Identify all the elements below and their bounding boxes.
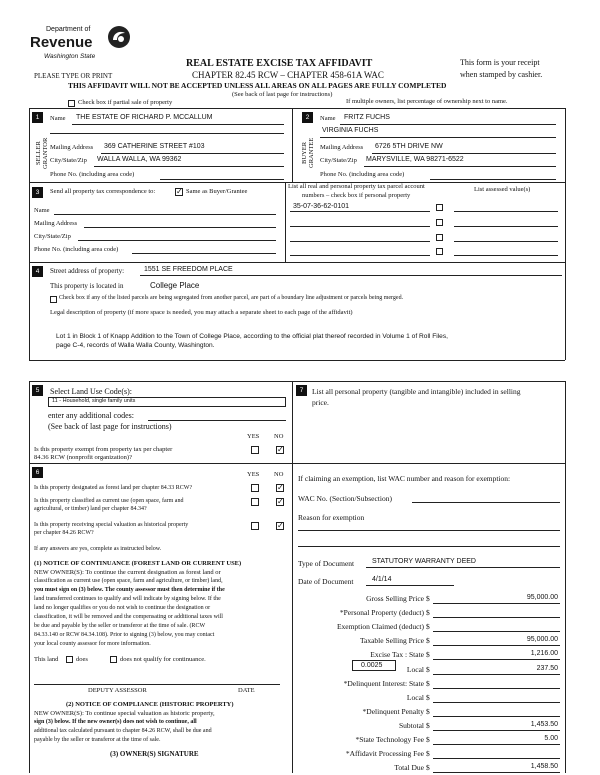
buyer-mailing-label: Mailing Address <box>320 144 364 151</box>
tax-row <box>300 622 562 634</box>
document-type-value[interactable]: STATUTORY WARRANTY DEED <box>372 558 476 565</box>
historic-no-checkbox[interactable]: ✓ <box>277 521 284 530</box>
current-use-question-2: agricultural, or timber) land per chapter 84.34? <box>34 506 147 512</box>
personal-property-label-2: price. <box>312 398 329 407</box>
additional-codes-label: enter any additional codes: <box>48 411 134 420</box>
parcel-number-value[interactable]: 35-07-36-62-0101 <box>293 203 350 210</box>
land-use-label: Select Land Use Code(s): <box>50 387 132 396</box>
seller-grantor-label: SELLER GRANTOR <box>35 137 49 169</box>
assessed-header: List assessed value(s) <box>474 186 531 193</box>
tax-row-label: Total Due <box>394 763 424 773</box>
logo-state-text: Washington State <box>44 53 96 60</box>
street-address-label: Street address of property: <box>50 267 125 275</box>
multiple-owners-note: If multiple owners, list percentage of ownership next to name. <box>346 98 508 105</box>
document-type-label: Type of Document <box>298 559 355 568</box>
continuance-line-2: classification as current use (open space, farm and agriculture, or timber) land, <box>34 578 223 584</box>
section-2-badge: 2 <box>302 112 313 123</box>
section-7-badge: 7 <box>296 385 307 396</box>
tax-row-label: Local <box>406 692 424 702</box>
parcel-2-personal-checkbox[interactable] <box>436 219 443 226</box>
form-title: REAL ESTATE EXCISE TAX AFFIDAVIT <box>186 58 373 69</box>
current-use-no-checkbox[interactable]: ✓ <box>277 497 284 506</box>
corr-mailing-label: Mailing Address <box>34 220 78 227</box>
tax-row-value[interactable]: 5.00 <box>544 735 558 742</box>
partial-sale-checkbox[interactable] <box>68 100 75 107</box>
s6-no-header: NO <box>274 471 284 478</box>
assessor-date-label: DATE <box>238 687 255 694</box>
buyer-name-label: Name <box>320 115 336 122</box>
section-1-badge: 1 <box>32 112 43 123</box>
currency-symbol: $ <box>426 720 430 730</box>
same-as-buyer-checkbox[interactable]: ✓ <box>176 187 183 196</box>
warning-banner: THIS AFFIDAVIT WILL NOT BE ACCEPTED UNLESS ALL AREAS ON ALL PAGES ARE FULLY COMPLETED <box>68 81 447 90</box>
section-4-badge: 4 <box>32 266 43 277</box>
tax-row-label: Excise Tax : State <box>370 650 424 660</box>
seller-mailing-value[interactable]: 369 CATHERINE STREET #103 <box>104 143 205 150</box>
see-back-note: (See back of last page for instructions) <box>232 91 333 98</box>
parcel-1-personal-checkbox[interactable] <box>436 204 443 211</box>
exempt-question-1: Is this property exempt from property tax per chapter <box>34 446 173 453</box>
if-yes-instruction: If any answers are yes, complete as instructed below. <box>34 546 162 552</box>
buyer-name-value-2[interactable]: VIRGINIA FUCHS <box>322 127 379 134</box>
land-use-value: 11 - Household, single family units <box>52 398 136 404</box>
currency-symbol: $ <box>426 664 430 674</box>
tax-row <box>300 594 562 606</box>
tax-row-label: Taxable Selling Price <box>359 636 424 646</box>
personal-property-label-1: List all personal property (tangible and intangible) included in selling <box>312 387 521 396</box>
tax-row <box>300 721 562 733</box>
continuance-line-3: you must sign on (3) below. The county assessor must then determine if the <box>34 587 225 593</box>
section-6-badge: 6 <box>32 467 43 478</box>
forest-no-checkbox[interactable]: ✓ <box>277 483 284 492</box>
currency-symbol: $ <box>426 608 430 618</box>
logo-name-text: Revenue <box>30 34 93 51</box>
receipt-note-2: when stamped by cashier. <box>460 70 543 79</box>
buyer-city-value[interactable]: MARYSVILLE, WA 98271-6522 <box>366 156 464 163</box>
tax-row <box>300 763 562 775</box>
seller-city-value[interactable]: WALLA WALLA, WA 99362 <box>97 156 182 163</box>
historic-yes-checkbox[interactable] <box>251 522 259 530</box>
historic-question-2: per chapter 84.26 RCW? <box>34 530 94 536</box>
exempt-yes-checkbox[interactable] <box>251 446 259 454</box>
tax-row-label: *State Technology Fee <box>355 735 424 744</box>
land-use-select[interactable] <box>48 397 286 407</box>
legal-description-label: Legal description of property (if more space is needed, you may attach a separate sheet to each page of the affidavit) <box>50 309 353 316</box>
seller-name-value[interactable]: THE ESTATE OF RICHARD P. MCCALLUM <box>76 114 213 121</box>
continuance-line-7: be due and payable by the seller or transferor at the time of sale. (RCW <box>34 623 206 629</box>
current-use-question-1: Is this property classified as current use (open space, farm and <box>34 498 184 504</box>
buyer-mailing-value[interactable]: 6726 5TH DRIVE NW <box>375 143 443 150</box>
seller-name-label: Name <box>50 115 66 122</box>
compliance-line-2: sign (3) below. If the new owner(s) does not wish to continue, all <box>34 719 197 725</box>
currency-symbol: $ <box>426 678 430 688</box>
buyer-name-value[interactable]: FRITZ FUCHS <box>344 114 390 121</box>
please-type: PLEASE TYPE OR PRINT <box>34 72 113 80</box>
located-in-value[interactable]: College Place <box>150 281 200 290</box>
tax-row <box>300 608 562 620</box>
currency-symbol: $ <box>426 735 430 744</box>
historic-question-1: Is this property receiving special valuation as historical property <box>34 522 189 528</box>
compliance-title: (2) NOTICE OF COMPLIANCE (HISTORIC PROPERTY) <box>66 701 234 708</box>
buyer-grantee-label: BUYER GRANTEE <box>301 137 315 169</box>
land-does-label: does <box>76 656 88 663</box>
currency-symbol: $ <box>426 692 430 702</box>
currency-symbol: $ <box>426 594 430 603</box>
exempt-question-2: 84.36 RCW (nonprofit organization)? <box>34 454 132 461</box>
continuance-line-6: classification, it will be removed and the compensating or additional taxes will <box>34 614 223 620</box>
tax-row <box>300 636 562 648</box>
continuance-line-9: your local county assessor for more information. <box>34 641 151 647</box>
tax-row-label: Exemption Claimed (deduct) <box>336 622 424 632</box>
continuance-line-1: NEW OWNER(S): To continue the current designation as forest land or <box>34 569 221 576</box>
seller-phone-label: Phone No. (including area code) <box>50 171 135 178</box>
tax-row-label: *Personal Property (deduct) <box>339 608 424 618</box>
tax-row-value[interactable]: 1,458.50 <box>530 763 558 771</box>
tax-row-value[interactable]: 237.50 <box>536 664 558 672</box>
located-in-label: This property is located in <box>50 282 124 290</box>
tax-row-label: *Delinquent Penalty <box>362 706 424 716</box>
corr-name-label: Name <box>34 207 50 214</box>
exempt-no-header: NO <box>274 433 284 440</box>
currency-symbol: $ <box>426 749 430 759</box>
tax-row-label: Subtotal <box>398 720 424 730</box>
receipt-note-1: This form is your receipt <box>460 58 540 67</box>
document-date-label: Date of Document <box>298 577 354 586</box>
continuance-line-5: land no longer qualifies or you do not wish to continue the designation or <box>34 605 211 611</box>
exemption-reason-label: Reason for exemption <box>298 513 365 522</box>
land-does-checkbox[interactable] <box>66 656 73 663</box>
same-as-buyer-label: Same as Buyer/Grantee <box>186 188 248 195</box>
wac-number-label: WAC No. (Section/Subsection) <box>298 494 392 503</box>
land-does-not-checkbox[interactable] <box>110 656 117 663</box>
compliance-line-3: additional tax calculated pursuant to chapter 84.26 RCW, shall be due and <box>34 728 212 734</box>
tax-row-label: Local <box>406 664 424 674</box>
tax-row <box>300 749 562 761</box>
form-chapter: CHAPTER 82.45 RCW – CHAPTER 458-61A WAC <box>192 70 384 80</box>
section-5-badge: 5 <box>32 385 43 396</box>
parcel-3-personal-checkbox[interactable] <box>436 234 443 241</box>
tax-row-value[interactable]: 95,000.00 <box>526 636 558 644</box>
tax-row-label: *Delinquent Interest: State <box>343 678 424 688</box>
segregated-checkbox[interactable] <box>50 296 57 303</box>
forest-yes-checkbox[interactable] <box>251 484 259 492</box>
tax-row <box>300 665 562 677</box>
parcel-4-personal-checkbox[interactable] <box>436 248 443 255</box>
currency-symbol: $ <box>426 650 430 660</box>
logo-dept-text: Department of <box>46 26 91 33</box>
seller-city-label: City/State/Zip <box>50 157 87 164</box>
owner-signature-title: (3) OWNER(S) SIGNATURE <box>110 750 199 758</box>
currency-symbol: $ <box>426 636 430 646</box>
currency-symbol: $ <box>426 763 430 773</box>
exemption-claim-label: If claiming an exemption, list WAC number and reason for exemption: <box>298 474 511 483</box>
segregated-label: Check box if any of the listed parcels are being segregated from another parcel, are part of a boundary line adjustment or parcels being merged. <box>59 295 404 301</box>
currency-symbol: $ <box>426 706 430 716</box>
forest-land-question: Is this property designated as forest land per chapter 84.33 RCW? <box>34 485 193 491</box>
compliance-line-4: payable by the seller or transferor at the time of sale. <box>34 737 161 743</box>
parcel-header-1: List all real and personal property tax parcel account <box>288 183 425 190</box>
currency-symbol: $ <box>426 622 430 632</box>
continuance-line-8: 84.33.140 or RCW 84.34.108). Prior to signing (3) below, you may contact <box>34 632 215 638</box>
tax-row <box>300 735 562 747</box>
tax-row-value[interactable]: 1,453.50 <box>530 720 558 728</box>
legal-description-1[interactable]: Lot 1 in Block 1 of Knapp Addition to the Town of College Place, according to the official plat thereof recorded in Volume 1 of Roll Files, <box>56 333 448 340</box>
land-use-see-back: (See back of last page for instructions) <box>48 422 172 431</box>
tax-row-value[interactable]: 1,216.00 <box>530 650 558 658</box>
land-does-not-label: does not qualify for continuance. <box>120 656 206 663</box>
parcel-header-2: numbers – check box if personal property <box>302 192 411 199</box>
buyer-phone-label: Phone No. (including area code) <box>320 171 405 178</box>
tax-row <box>300 693 562 705</box>
tax-row <box>300 679 562 691</box>
local-rate-value: 0.0025 <box>361 662 383 669</box>
dor-logo <box>20 14 140 66</box>
s6-yes-header: YES <box>247 471 260 478</box>
buyer-city-label: City/State/Zip <box>320 157 357 164</box>
corr-city-label: City/State/Zip <box>34 233 71 240</box>
deputy-assessor-label: DEPUTY ASSESSOR <box>88 687 147 694</box>
exempt-no-checkbox[interactable]: ✓ <box>277 445 284 454</box>
this-land-label: This land <box>34 656 59 663</box>
seller-mailing-label: Mailing Address <box>50 144 94 151</box>
section-3-badge: 3 <box>32 187 43 198</box>
continuance-line-4: land transferred continues to qualify and will indicate by signing below. If the <box>34 596 221 602</box>
exempt-yes-header: YES <box>247 433 260 440</box>
tax-row-value[interactable]: 95,000.00 <box>526 594 558 601</box>
partial-sale-label: Check box if partial sale of property <box>78 99 173 106</box>
tax-row <box>300 650 562 662</box>
document-date-value[interactable]: 4/1/14 <box>372 576 392 583</box>
tax-row-label: *Affidavit Processing Fee <box>345 749 424 759</box>
continuance-title: (1) NOTICE OF CONTINUANCE (FOREST LAND OR CURRENT USE) <box>34 560 242 567</box>
street-address-value[interactable]: 1551 SE FREEDOM PLACE <box>144 266 233 273</box>
current-use-yes-checkbox[interactable] <box>251 498 259 506</box>
local-rate-field[interactable] <box>352 660 396 671</box>
send-correspondence-label: Send all property tax correspondence to: <box>50 188 156 195</box>
tax-row-label: Gross Selling Price <box>366 594 424 603</box>
compliance-line-1: NEW OWNER(S): To continue special valuation as historic property, <box>34 710 215 717</box>
dor-swirl-icon <box>106 24 132 50</box>
tax-row <box>300 707 562 719</box>
corr-phone-label: Phone No. (including area code) <box>34 246 119 253</box>
legal-description-2[interactable]: page C-4, records of Walla Walla County, Washington. <box>56 342 215 349</box>
